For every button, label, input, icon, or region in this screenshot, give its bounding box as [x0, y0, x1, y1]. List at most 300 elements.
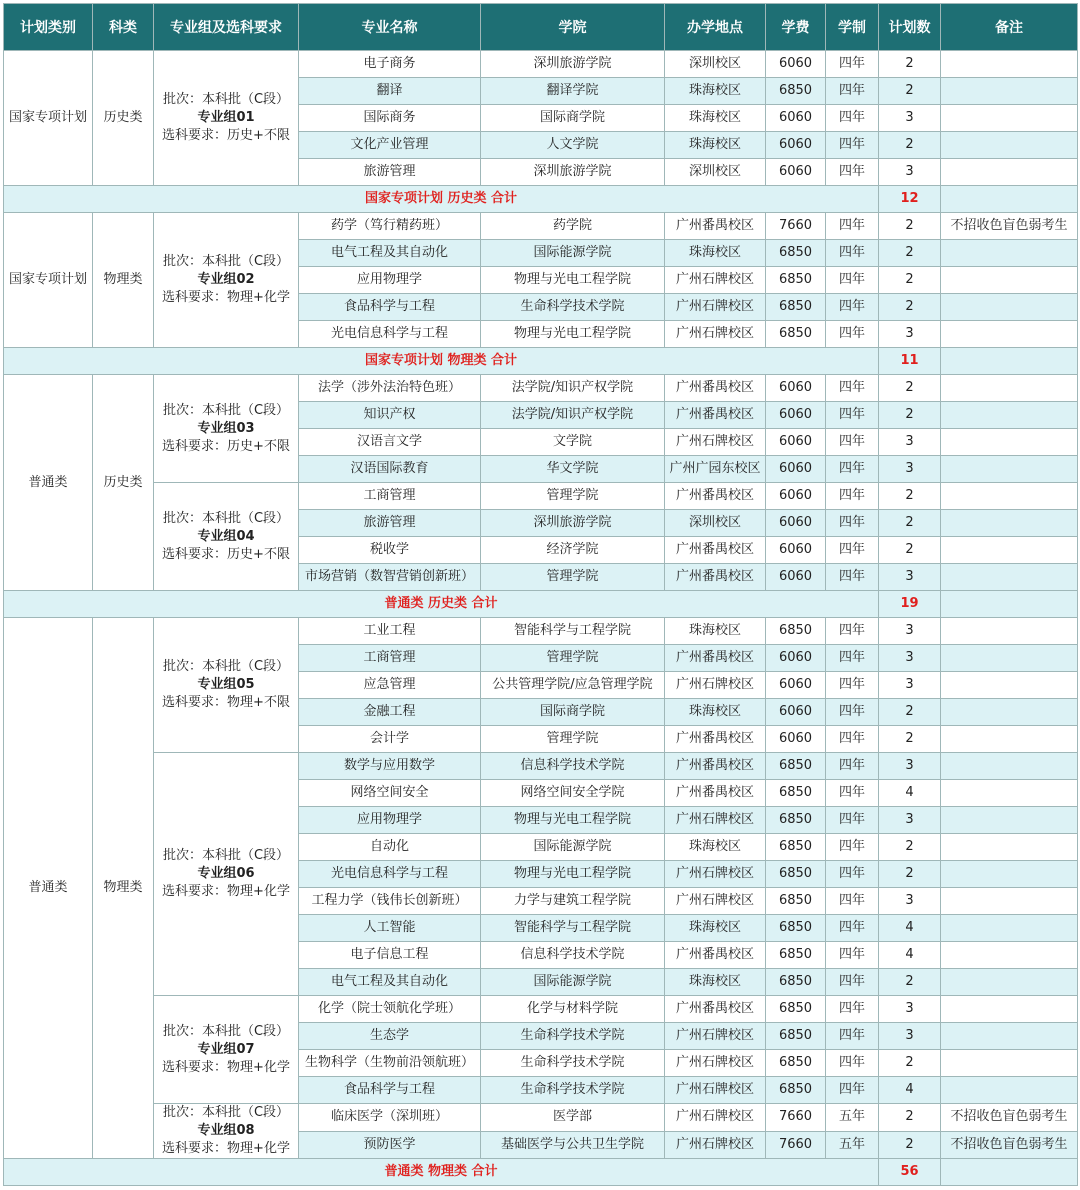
fee-cell: 6060	[766, 105, 826, 132]
fee-cell: 6060	[766, 699, 826, 726]
plan-cell: 2	[879, 375, 941, 402]
note-cell: 不招收色盲色弱考生	[941, 213, 1078, 240]
major-cell: 知识产权	[299, 402, 481, 429]
note-cell	[941, 375, 1078, 402]
fee-cell: 6850	[766, 915, 826, 942]
years-cell: 四年	[826, 375, 879, 402]
plan-cell: 2	[879, 510, 941, 537]
major-cell: 自动化	[299, 834, 481, 861]
college-cell: 法学院/知识产权学院	[481, 375, 665, 402]
fee-cell: 7660	[766, 213, 826, 240]
years-cell: 四年	[826, 726, 879, 753]
note-cell	[941, 780, 1078, 807]
note-cell	[941, 51, 1078, 78]
major-cell: 汉语言文学	[299, 429, 481, 456]
note-cell	[941, 915, 1078, 942]
major-cell: 食品科学与工程	[299, 1077, 481, 1104]
years-cell: 四年	[826, 699, 879, 726]
fee-cell: 6060	[766, 483, 826, 510]
major-cell: 食品科学与工程	[299, 294, 481, 321]
fee-cell: 6850	[766, 267, 826, 294]
group-batch: 批次：本科批（C段）	[162, 510, 290, 526]
college-cell: 生命科学技术学院	[481, 1077, 665, 1104]
plan-cell: 2	[879, 726, 941, 753]
major-cell: 文化产业管理	[299, 132, 481, 159]
group-cell	[154, 618, 299, 753]
years-cell: 四年	[826, 1077, 879, 1104]
major-cell: 电子商务	[299, 51, 481, 78]
fee-cell: 6850	[766, 969, 826, 996]
major-cell: 化学（院士领航化学班）	[299, 996, 481, 1023]
college-cell: 深圳旅游学院	[481, 51, 665, 78]
note-cell	[941, 240, 1078, 267]
major-cell: 工商管理	[299, 645, 481, 672]
table-header	[4, 4, 1078, 51]
note-cell	[941, 267, 1078, 294]
major-cell: 会计学	[299, 726, 481, 753]
plan-cell: 3	[879, 618, 941, 645]
group-name: 专业组02	[197, 272, 255, 287]
major-cell: 生态学	[299, 1023, 481, 1050]
fee-cell: 6850	[766, 1023, 826, 1050]
plan-cell: 3	[879, 996, 941, 1023]
years-cell: 四年	[826, 510, 879, 537]
plan-cell: 2	[879, 1050, 941, 1077]
campus-cell: 珠海校区	[665, 78, 766, 105]
major-cell: 生物科学（生物前沿领航班）	[299, 1050, 481, 1077]
table-row	[4, 483, 1078, 510]
total-note	[941, 591, 1078, 618]
note-cell	[941, 321, 1078, 348]
major-cell: 电子信息工程	[299, 942, 481, 969]
campus-cell: 珠海校区	[665, 834, 766, 861]
col-header-subject: 科类	[93, 4, 154, 51]
fee-cell: 6060	[766, 537, 826, 564]
fee-cell: 6060	[766, 51, 826, 78]
years-cell: 四年	[826, 888, 879, 915]
group-cell	[154, 996, 299, 1104]
plan-cell: 2	[879, 537, 941, 564]
total-label: 国家专项计划 历史类 合计	[4, 186, 879, 213]
college-cell: 医学部	[481, 1104, 665, 1132]
years-cell: 四年	[826, 942, 879, 969]
fee-cell: 6850	[766, 753, 826, 780]
fee-cell: 6850	[766, 888, 826, 915]
campus-cell: 广州番禺校区	[665, 753, 766, 780]
years-cell: 四年	[826, 132, 879, 159]
total-value: 12	[879, 186, 941, 213]
campus-cell: 珠海校区	[665, 105, 766, 132]
group-name: 专业组07	[197, 1041, 255, 1057]
years-cell: 四年	[826, 1050, 879, 1077]
plan-cell: 2	[879, 834, 941, 861]
college-cell: 国际能源学院	[481, 834, 665, 861]
major-cell: 金融工程	[299, 699, 481, 726]
note-cell	[941, 132, 1078, 159]
fee-cell: 6850	[766, 1050, 826, 1077]
major-cell: 旅游管理	[299, 510, 481, 537]
note-cell	[941, 807, 1078, 834]
total-row	[4, 591, 1078, 618]
years-cell: 四年	[826, 321, 879, 348]
campus-cell: 广州石牌校区	[665, 888, 766, 915]
fee-cell: 6060	[766, 429, 826, 456]
note-cell	[941, 159, 1078, 186]
years-cell: 四年	[826, 294, 879, 321]
campus-cell: 广州番禺校区	[665, 402, 766, 429]
subject-cell: 物理类	[93, 618, 154, 1159]
major-cell: 应用物理学	[299, 807, 481, 834]
years-cell: 四年	[826, 780, 879, 807]
group-cell	[154, 1104, 299, 1159]
campus-cell: 珠海校区	[665, 240, 766, 267]
total-note	[941, 186, 1078, 213]
plan-cell: 2	[879, 699, 941, 726]
campus-cell: 深圳校区	[665, 510, 766, 537]
plan-cell: 3	[879, 564, 941, 591]
years-cell: 四年	[826, 618, 879, 645]
plan-cell: 2	[879, 402, 941, 429]
campus-cell: 广州番禺校区	[665, 726, 766, 753]
plan-cell: 3	[879, 888, 941, 915]
group-name: 专业组05	[197, 677, 255, 692]
college-cell: 生命科学技术学院	[481, 294, 665, 321]
fee-cell: 6060	[766, 726, 826, 753]
total-note	[941, 1159, 1078, 1186]
category-cell: 普通类	[4, 618, 93, 1159]
college-cell: 物理与光电工程学院	[481, 861, 665, 888]
note-cell	[941, 996, 1078, 1023]
note-cell: 不招收色盲色弱考生	[941, 1104, 1078, 1132]
college-cell: 翻译学院	[481, 78, 665, 105]
years-cell: 四年	[826, 537, 879, 564]
campus-cell: 广州番禺校区	[665, 996, 766, 1023]
years-cell: 四年	[826, 240, 879, 267]
college-cell: 信息科学技术学院	[481, 942, 665, 969]
total-label: 普通类 历史类 合计	[4, 591, 879, 618]
years-cell: 四年	[826, 861, 879, 888]
campus-cell: 广州石牌校区	[665, 807, 766, 834]
group-name: 专业组08	[197, 1123, 255, 1138]
group-requirement: 选科要求：物理+化学	[162, 884, 290, 899]
col-header-major: 专业名称	[299, 4, 481, 51]
campus-cell: 广州石牌校区	[665, 672, 766, 699]
years-cell: 四年	[826, 159, 879, 186]
table-row	[4, 753, 1078, 780]
major-cell: 汉语国际教育	[299, 456, 481, 483]
college-cell: 管理学院	[481, 645, 665, 672]
years-cell: 四年	[826, 996, 879, 1023]
fee-cell: 6850	[766, 294, 826, 321]
campus-cell: 珠海校区	[665, 915, 766, 942]
fee-cell: 6850	[766, 618, 826, 645]
subject-cell: 物理类	[93, 213, 154, 348]
college-cell: 管理学院	[481, 726, 665, 753]
fee-cell: 7660	[766, 1104, 826, 1132]
note-cell	[941, 510, 1078, 537]
group-requirement: 选科要求：物理+化学	[162, 1141, 290, 1156]
admission-plan-table-container	[3, 3, 1077, 1186]
group-cell	[154, 375, 299, 483]
col-header-category: 计划类别	[4, 4, 93, 51]
campus-cell: 广州石牌校区	[665, 321, 766, 348]
campus-cell: 广州石牌校区	[665, 1050, 766, 1077]
note-cell	[941, 645, 1078, 672]
major-cell: 旅游管理	[299, 159, 481, 186]
college-cell: 药学院	[481, 213, 665, 240]
plan-cell: 3	[879, 807, 941, 834]
years-cell: 四年	[826, 105, 879, 132]
plan-cell: 3	[879, 1023, 941, 1050]
major-cell: 法学（涉外法治特色班）	[299, 375, 481, 402]
group-batch: 批次：本科批（C段）	[162, 402, 290, 418]
group-batch: 批次：本科批（C段）	[162, 848, 290, 863]
campus-cell: 广州石牌校区	[665, 267, 766, 294]
plan-cell: 4	[879, 915, 941, 942]
group-requirement: 选科要求：历史+不限	[162, 128, 290, 143]
table-row	[4, 996, 1078, 1023]
college-cell: 网络空间安全学院	[481, 780, 665, 807]
college-cell: 深圳旅游学院	[481, 159, 665, 186]
group-requirement: 选科要求：历史+不限	[162, 546, 290, 562]
group-batch: 批次：本科批（C段）	[162, 254, 290, 269]
category-cell: 国家专项计划	[4, 51, 93, 186]
campus-cell: 广州石牌校区	[665, 294, 766, 321]
fee-cell: 6060	[766, 510, 826, 537]
campus-cell: 广州石牌校区	[665, 1023, 766, 1050]
plan-cell: 4	[879, 780, 941, 807]
campus-cell: 广州番禺校区	[665, 483, 766, 510]
total-row	[4, 1159, 1078, 1186]
years-cell: 四年	[826, 78, 879, 105]
fee-cell: 6850	[766, 321, 826, 348]
college-cell: 物理与光电工程学院	[481, 267, 665, 294]
major-cell: 临床医学（深圳班）	[299, 1104, 481, 1132]
fee-cell: 6850	[766, 996, 826, 1023]
major-cell: 数学与应用数学	[299, 753, 481, 780]
college-cell: 物理与光电工程学院	[481, 321, 665, 348]
plan-cell: 3	[879, 456, 941, 483]
plan-cell: 4	[879, 942, 941, 969]
fee-cell: 6850	[766, 240, 826, 267]
note-cell	[941, 861, 1078, 888]
group-requirement: 选科要求：物理+不限	[162, 695, 290, 710]
group-requirement: 选科要求：物理+化学	[162, 1059, 290, 1075]
campus-cell: 广州番禺校区	[665, 645, 766, 672]
years-cell: 四年	[826, 267, 879, 294]
years-cell: 四年	[826, 672, 879, 699]
fee-cell: 6850	[766, 834, 826, 861]
years-cell: 五年	[826, 1131, 879, 1159]
table-row	[4, 51, 1078, 78]
major-cell: 国际商务	[299, 105, 481, 132]
group-batch: 批次：本科批（C段）	[162, 92, 290, 107]
category-cell: 普通类	[4, 375, 93, 591]
group-name: 专业组03	[197, 420, 255, 436]
campus-cell: 广州番禺校区	[665, 375, 766, 402]
major-cell: 人工智能	[299, 915, 481, 942]
college-cell: 力学与建筑工程学院	[481, 888, 665, 915]
years-cell: 四年	[826, 51, 879, 78]
group-requirement: 选科要求：历史+不限	[162, 438, 290, 454]
years-cell: 四年	[826, 1023, 879, 1050]
fee-cell: 6850	[766, 1077, 826, 1104]
major-cell: 应用物理学	[299, 267, 481, 294]
college-cell: 经济学院	[481, 537, 665, 564]
campus-cell: 珠海校区	[665, 699, 766, 726]
total-label: 国家专项计划 物理类 合计	[4, 348, 879, 375]
major-cell: 工业工程	[299, 618, 481, 645]
note-cell	[941, 1077, 1078, 1104]
years-cell: 四年	[826, 969, 879, 996]
college-cell: 智能科学与工程学院	[481, 915, 665, 942]
col-header-group: 专业组及选科要求	[154, 4, 299, 51]
campus-cell: 珠海校区	[665, 132, 766, 159]
total-value: 19	[879, 591, 941, 618]
plan-cell: 3	[879, 159, 941, 186]
campus-cell: 广州石牌校区	[665, 1104, 766, 1132]
col-header-fee: 学费	[766, 4, 826, 51]
fee-cell: 6850	[766, 78, 826, 105]
note-cell	[941, 402, 1078, 429]
group-cell	[154, 51, 299, 186]
table-row	[4, 375, 1078, 402]
note-cell	[941, 618, 1078, 645]
plan-cell: 4	[879, 1077, 941, 1104]
major-cell: 光电信息科学与工程	[299, 321, 481, 348]
fee-cell: 7660	[766, 1131, 826, 1159]
col-header-plan: 计划数	[879, 4, 941, 51]
college-cell: 国际商学院	[481, 105, 665, 132]
major-cell: 药学（笃行精药班）	[299, 213, 481, 240]
plan-cell: 2	[879, 483, 941, 510]
note-cell	[941, 699, 1078, 726]
years-cell: 五年	[826, 1104, 879, 1132]
plan-cell: 2	[879, 240, 941, 267]
college-cell: 法学院/知识产权学院	[481, 402, 665, 429]
note-cell: 不招收色盲色弱考生	[941, 1131, 1078, 1159]
note-cell	[941, 726, 1078, 753]
total-note	[941, 348, 1078, 375]
fee-cell: 6060	[766, 402, 826, 429]
plan-cell: 2	[879, 78, 941, 105]
college-cell: 化学与材料学院	[481, 996, 665, 1023]
plan-cell: 3	[879, 645, 941, 672]
note-cell	[941, 483, 1078, 510]
admission-plan-table	[3, 3, 1078, 1186]
table-body	[4, 51, 1078, 1186]
group-batch: 批次：本科批（C段）	[162, 1105, 290, 1120]
campus-cell: 广州石牌校区	[665, 1131, 766, 1159]
years-cell: 四年	[826, 645, 879, 672]
college-cell: 管理学院	[481, 564, 665, 591]
group-name: 专业组06	[197, 866, 255, 881]
note-cell	[941, 1023, 1078, 1050]
campus-cell: 深圳校区	[665, 159, 766, 186]
note-cell	[941, 78, 1078, 105]
major-cell: 电气工程及其自动化	[299, 969, 481, 996]
years-cell: 四年	[826, 915, 879, 942]
major-cell: 网络空间安全	[299, 780, 481, 807]
col-header-college: 学院	[481, 4, 665, 51]
campus-cell: 珠海校区	[665, 969, 766, 996]
note-cell	[941, 537, 1078, 564]
major-cell: 工商管理	[299, 483, 481, 510]
plan-cell: 3	[879, 753, 941, 780]
total-row	[4, 348, 1078, 375]
college-cell: 信息科学技术学院	[481, 753, 665, 780]
note-cell	[941, 753, 1078, 780]
note-cell	[941, 672, 1078, 699]
campus-cell: 广州广园东校区	[665, 456, 766, 483]
plan-cell: 2	[879, 861, 941, 888]
campus-cell: 广州石牌校区	[665, 861, 766, 888]
col-header-campus: 办学地点	[665, 4, 766, 51]
fee-cell: 6850	[766, 780, 826, 807]
fee-cell: 6060	[766, 645, 826, 672]
college-cell: 物理与光电工程学院	[481, 807, 665, 834]
group-name: 专业组01	[197, 110, 255, 125]
plan-cell: 2	[879, 1104, 941, 1132]
years-cell: 四年	[826, 456, 879, 483]
plan-cell: 2	[879, 132, 941, 159]
fee-cell: 6850	[766, 942, 826, 969]
college-cell: 生命科学技术学院	[481, 1050, 665, 1077]
major-cell: 应急管理	[299, 672, 481, 699]
campus-cell: 珠海校区	[665, 618, 766, 645]
note-cell	[941, 429, 1078, 456]
group-batch: 批次：本科批（C段）	[162, 1023, 290, 1039]
note-cell	[941, 564, 1078, 591]
years-cell: 四年	[826, 483, 879, 510]
plan-cell: 3	[879, 672, 941, 699]
years-cell: 四年	[826, 834, 879, 861]
note-cell	[941, 888, 1078, 915]
plan-cell: 2	[879, 213, 941, 240]
note-cell	[941, 1050, 1078, 1077]
fee-cell: 6850	[766, 861, 826, 888]
total-value: 56	[879, 1159, 941, 1186]
college-cell: 华文学院	[481, 456, 665, 483]
fee-cell: 6060	[766, 159, 826, 186]
years-cell: 四年	[826, 564, 879, 591]
note-cell	[941, 834, 1078, 861]
campus-cell: 广州番禺校区	[665, 780, 766, 807]
plan-cell: 2	[879, 969, 941, 996]
col-header-years: 学制	[826, 4, 879, 51]
major-cell: 税收学	[299, 537, 481, 564]
note-cell	[941, 105, 1078, 132]
plan-cell: 3	[879, 105, 941, 132]
major-cell: 电气工程及其自动化	[299, 240, 481, 267]
fee-cell: 6060	[766, 132, 826, 159]
plan-cell: 3	[879, 321, 941, 348]
years-cell: 四年	[826, 213, 879, 240]
note-cell	[941, 294, 1078, 321]
plan-cell: 2	[879, 267, 941, 294]
college-cell: 人文学院	[481, 132, 665, 159]
group-cell	[154, 753, 299, 996]
major-cell: 光电信息科学与工程	[299, 861, 481, 888]
note-cell	[941, 942, 1078, 969]
college-cell: 深圳旅游学院	[481, 510, 665, 537]
major-cell: 翻译	[299, 78, 481, 105]
college-cell: 国际能源学院	[481, 969, 665, 996]
campus-cell: 深圳校区	[665, 51, 766, 78]
major-cell: 预防医学	[299, 1131, 481, 1159]
fee-cell: 6060	[766, 375, 826, 402]
campus-cell: 广州番禺校区	[665, 537, 766, 564]
